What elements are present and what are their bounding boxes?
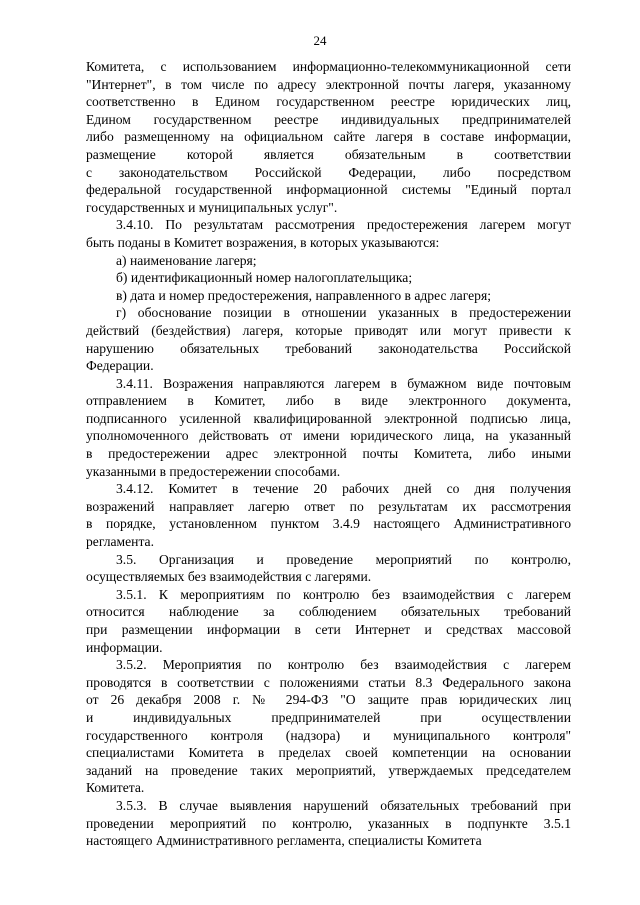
text-line: быть поданы в Комитет возражения, в которых указываются: [86, 234, 440, 250]
text-line: а) наименование лагеря; [116, 252, 257, 268]
text-line: 3.5.1. К мероприятиям по контролю без взаимодействия с лагерем [116, 586, 571, 602]
text-line: б) идентификационный номер налогоплательщика; [116, 270, 413, 286]
text-line: в порядке, установленном пунктом 3.4.9 настоящего Административного [86, 516, 571, 532]
text-line: подписанного усиленной квалифицированной электронной подписью лица, [86, 410, 571, 426]
text-line: возражений направляет лагерю ответ по результатам их рассмотрения [86, 498, 571, 514]
text-line: в предостережении адрес электронной почты Комитета, либо иными [86, 446, 571, 462]
text-line: информации. [86, 639, 163, 655]
text-line: г) обоснование позиции в отношении указанных в предостережении [116, 305, 571, 321]
text-line: Едином государственном реестре индивидуальных предпринимателей [86, 111, 571, 127]
text-line: 3.5.2. Мероприятия по контролю без взаимодействия с лагерем [116, 657, 571, 673]
paragraph-3-5-2 [86, 656, 571, 797]
text-line: 3.5. Организация и проведение мероприятий по контролю, [116, 551, 571, 567]
paragraph-3-5 [86, 551, 571, 586]
document-body [86, 58, 571, 850]
text-line: заданий на проведение таких мероприятий, утверждаемых председателем [86, 762, 571, 778]
text-line: специалистами Комитета в пределах своей компетенции на основании [86, 745, 571, 761]
text-line: отправлением в Комитет, либо в виде электронного документа, [86, 393, 571, 409]
paragraph-3-4-11 [86, 375, 571, 481]
text-line: Комитета, с использованием информационно-телекоммуникационной сети [86, 59, 571, 74]
text-line: регламента. [86, 534, 154, 550]
paragraph-3-4-10 [86, 216, 571, 251]
text-line: государственных и муниципальных услуг". [86, 199, 338, 215]
text-line: осуществляемых без взаимодействия с лагерями. [86, 569, 372, 585]
text-line: 3.5.3. В случае выявления нарушений обязательных требований при [116, 797, 571, 813]
text-line: 3.4.12. Комитет в течение 20 рабочих дней со дня получения [116, 481, 571, 497]
text-line: Комитета. [86, 780, 145, 796]
text-line: федеральной государственной информационной системы "Единый портал [86, 182, 571, 198]
text-line: Федерации. [86, 358, 154, 374]
text-line: нарушению обязательных требований законодательства Российской [86, 340, 571, 356]
text-line: действий (бездействия) лагеря, которые приводят или могут привести к [86, 322, 571, 338]
paragraph-a [86, 252, 571, 270]
paragraph-cont [86, 58, 571, 216]
paragraph-b [86, 269, 571, 287]
paragraph-g [86, 304, 571, 374]
text-line: и индивидуальных предпринимателей при осуществлении [86, 709, 571, 725]
text-line: указанными в предостережении способами. [86, 463, 341, 479]
text-line: соответственно в Едином государственном реестре юридических лиц, [86, 94, 571, 110]
text-line: проводятся в соответствии с положениями статьи 8.3 Федерального закона [86, 674, 571, 690]
text-line: относится наблюдение за соблюдением обязательных требований [86, 604, 571, 620]
paragraph-3-4-12 [86, 480, 571, 550]
paragraph-v [86, 287, 571, 305]
text-line: 3.4.11. Возражения направляются лагерем в бумажном виде почтовым [116, 375, 571, 391]
text-line: либо размещенному на официальном сайте лагеря в составе информации, [86, 129, 571, 145]
text-line: от 26 декабря 2008 г. № 294-ФЗ "О защите прав юридических лиц [86, 692, 571, 708]
text-line: проведении мероприятий по контролю, указанных в подпункте 3.5.1 [86, 815, 571, 831]
text-line: с законодательством Российской Федерации, либо посредством [86, 164, 571, 180]
paragraph-3-5-3 [86, 797, 571, 850]
text-line: государственного контроля (надзора) и муниципального контроля" [86, 727, 571, 743]
text-line: настоящего Административного регламента, специалисты Комитета [86, 833, 482, 849]
text-line: "Интернет", в том числе по адресу электронной почты лагеря, указанному [86, 76, 571, 92]
paragraph-3-5-1 [86, 586, 571, 656]
text-line: уполномоченного действовать от имени юридического лица, на указанный [86, 428, 571, 444]
text-line: 3.4.10. По результатам рассмотрения предостережения лагерем могут [116, 217, 571, 233]
text-line: в) дата и номер предостережения, направленного в адрес лагеря; [116, 287, 491, 303]
text-line: размещение которой является обязательным в соответствии [86, 146, 571, 162]
text-line: при размещении информации в сети Интернет и средствах массовой [86, 622, 571, 637]
page-number: 24 [313, 33, 327, 48]
